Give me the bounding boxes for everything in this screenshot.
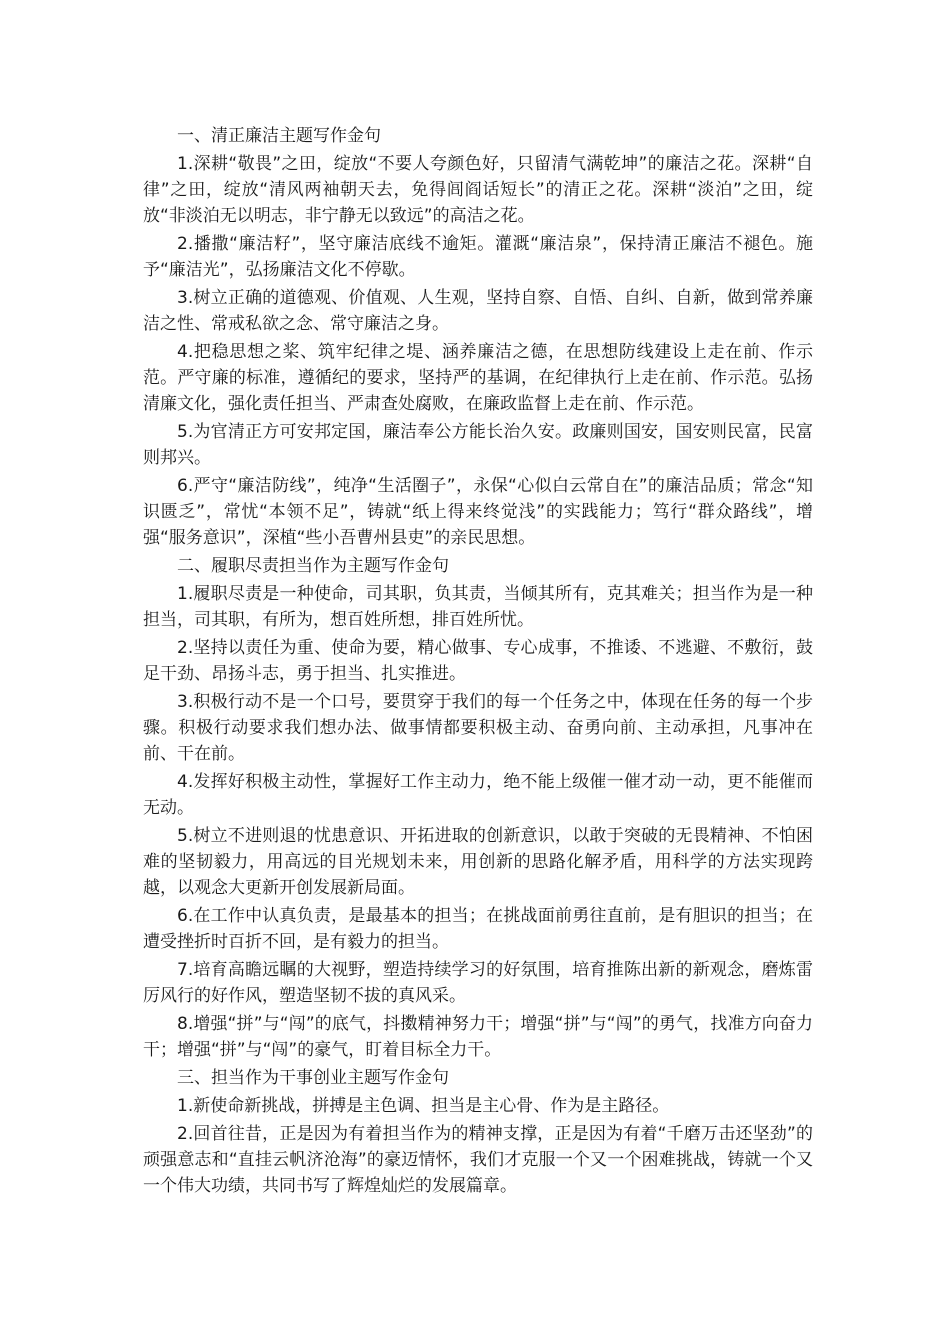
paragraph: 2.回首往昔，正是因为有着担当作为的精神支撑，正是因为有着“千磨万击还坚劲”的顽强意志和“直挂云帆济沧海”的豪迈情怀，我们才克服一个又一个困难挑战，铸就一个又一个伟大功绩，共同书写了辉煌灿烂的发展篇章。 (143, 1124, 813, 1196)
paragraph: 3.树立正确的道德观、价值观、人生观，坚持自察、自悟、自纠、自新，做到常养廉洁之性、常戒私欲之念、常守廉洁之身。 (143, 288, 813, 334)
paragraph: 6.严守“廉洁防线”，纯净“生活圈子”，永保“心似白云常自在”的廉洁品质；常念“知识匮乏”，常忧“本领不足”，铸就“纸上得来终觉浅”的实践能力；笃行“群众路线”，增强“服务意识”，深植“些小吾曹州县吏”的亲民思想。 (143, 476, 813, 548)
paragraph: 5.树立不进则退的忧患意识、开拓进取的创新意识，以敢于突破的无畏精神、不怕困难的坚韧毅力，用高远的目光规划未来，用创新的思路化解矛盾，用科学的方法实现跨越，以观念大更新开创发展新局面。 (143, 826, 813, 898)
paragraph: 1.深耕“敬畏”之田，绽放“不要人夸颜色好，只留清气满乾坤”的廉洁之花。深耕“自律”之田，绽放“清风两袖朝天去，免得闾阎话短长”的清正之花。深耕“淡泊”之田，绽放“非淡泊无以明志，非宁静无以致远”的高洁之花。 (143, 154, 813, 226)
paragraph: 3.积极行动不是一个口号，要贯穿于我们的每一个任务之中，体现在任务的每一个步骤。积极行动要求我们想办法、做事情都要积极主动、奋勇向前、主动承担，凡事冲在前、干在前。 (143, 692, 813, 764)
paragraph: 8.增强“拼”与“闯”的底气，抖擞精神努力干；增强“拼”与“闯”的勇气，找准方向奋力干；增强“拼”与“闯”的豪气，盯着目标全力干。 (143, 1014, 813, 1060)
document-body (143, 123, 813, 1201)
paragraph: 1.新使命新挑战，拼搏是主色调、担当是主心骨、作为是主路径。 (177, 1096, 670, 1116)
section-heading: 二、履职尽责担当作为主题写作金句 (177, 556, 449, 576)
paragraph: 2.播撒“廉洁籽”，坚守廉洁底线不逾矩。灌溉“廉洁泉”，保持清正廉洁不褪色。施予“廉洁光”，弘扬廉洁文化不停歇。 (143, 234, 813, 280)
section-heading: 一、清正廉洁主题写作金句 (177, 126, 381, 146)
paragraph: 5.为官清正方可安邦定国，廉洁奉公方能长治久安。政廉则国安，国安则民富，民富则邦兴。 (143, 422, 813, 468)
paragraph: 4.把稳思想之桨、筑牢纪律之堤、涵养廉洁之德，在思想防线建设上走在前、作示范。严守廉的标准，遵循纪的要求，坚持严的基调，在纪律执行上走在前、作示范。弘扬清廉文化，强化责任担当、严肃查处腐败，在廉政监督上走在前、作示范。 (143, 342, 813, 414)
section-heading: 三、担当作为干事创业主题写作金句 (177, 1068, 449, 1088)
paragraph: 7.培育高瞻远瞩的大视野，塑造持续学习的好氛围，培育推陈出新的新观念，磨炼雷厉风行的好作风，塑造坚韧不拔的真风采。 (143, 960, 813, 1006)
paragraph: 2.坚持以责任为重、使命为要，精心做事、专心成事，不推诿、不逃避、不敷衍，鼓足干劲、昂扬斗志，勇于担当、扎实推进。 (143, 638, 813, 684)
paragraph: 6.在工作中认真负责，是最基本的担当；在挑战面前勇往直前，是有胆识的担当；在遭受挫折时百折不回，是有毅力的担当。 (143, 906, 813, 952)
paragraph: 1.履职尽责是一种使命，司其职，负其责，当倾其所有，克其难关；担当作为是一种担当，司其职，有所为，想百姓所想，排百姓所忧。 (143, 584, 813, 630)
paragraph: 4.发挥好积极主动性，掌握好工作主动力，绝不能上级催一催才动一动，更不能催而无动。 (143, 772, 813, 818)
